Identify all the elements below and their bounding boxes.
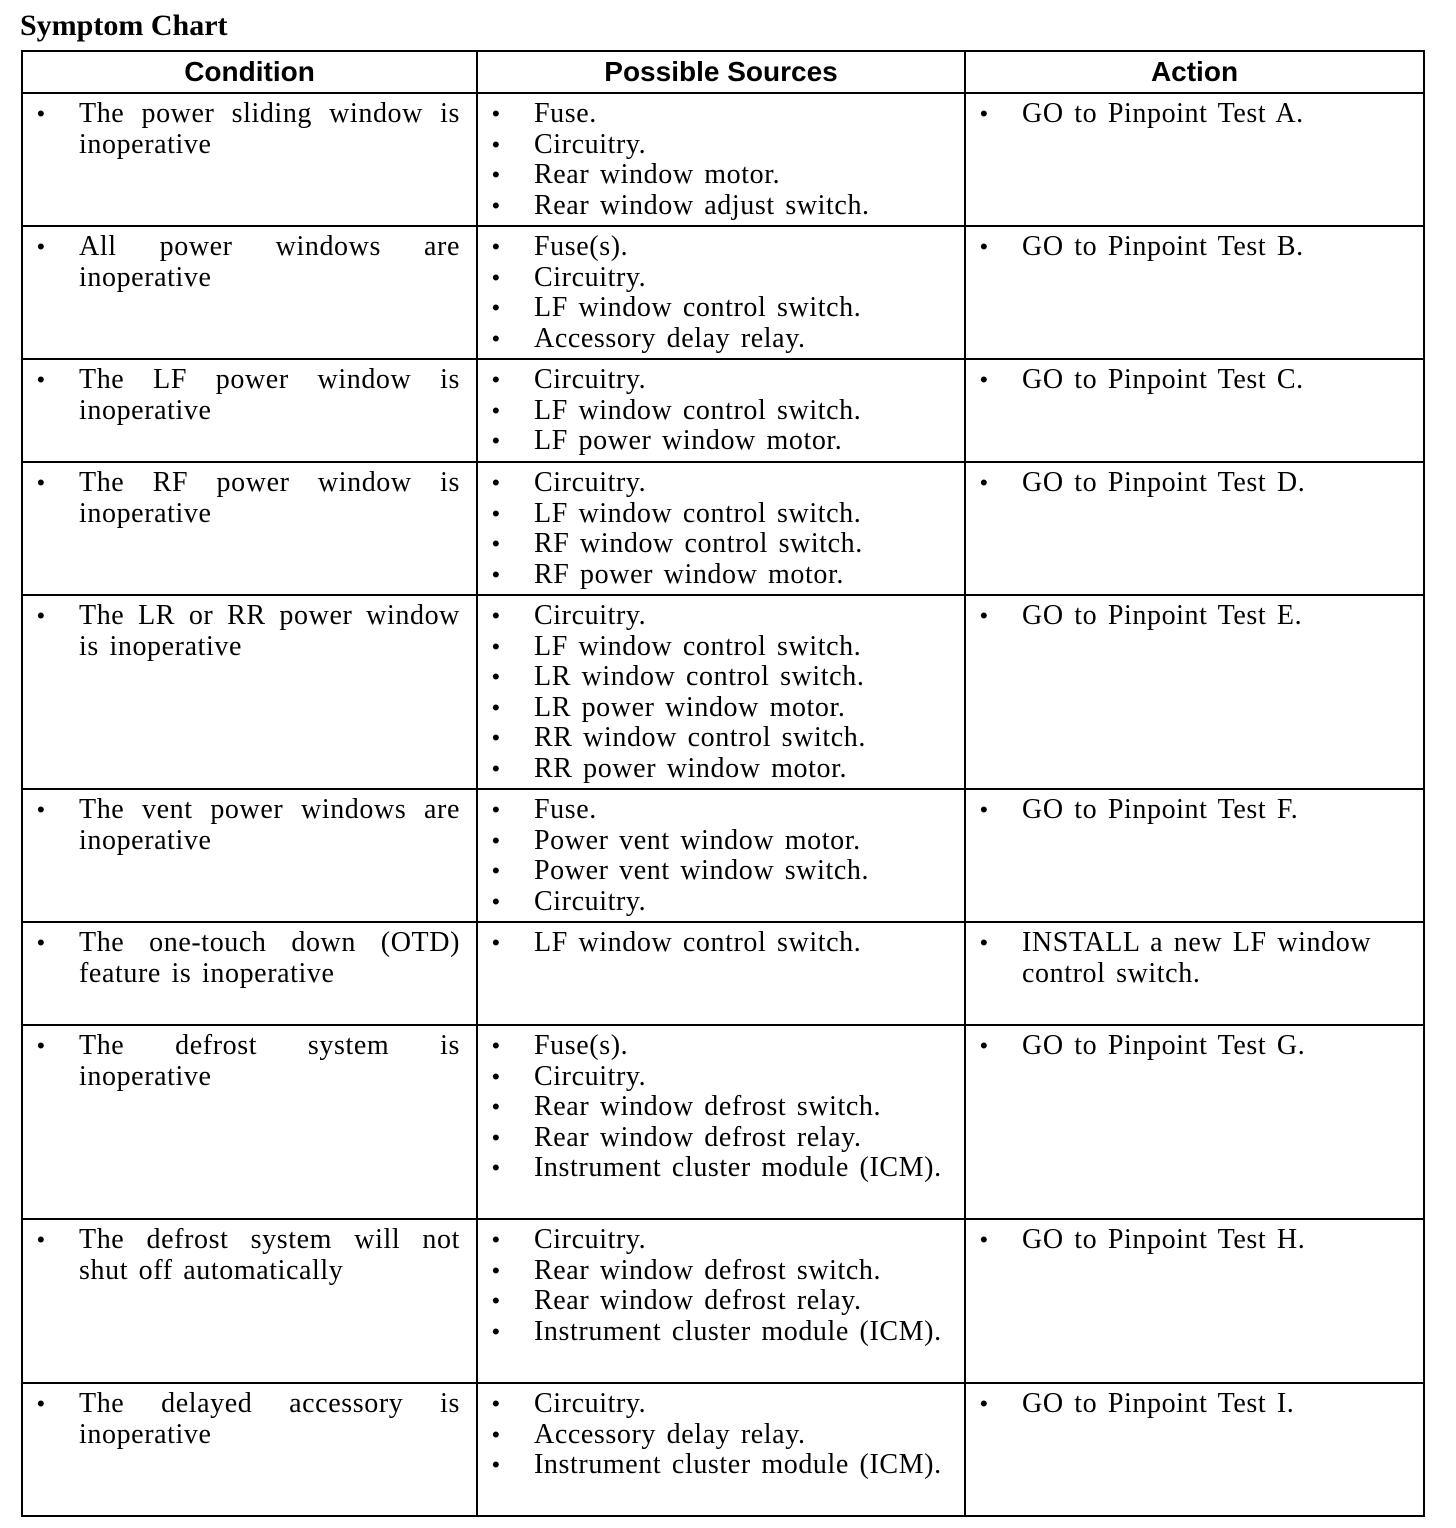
possible-sources-cell bbox=[477, 359, 965, 462]
action-cell bbox=[965, 1383, 1424, 1516]
condition-cell-list bbox=[23, 596, 476, 662]
source-item: • Power vent window switch. bbox=[478, 856, 964, 887]
source-item: • LR window control switch. bbox=[478, 662, 964, 693]
action-cell-list bbox=[966, 360, 1423, 396]
possible-sources-cell-list bbox=[478, 463, 964, 590]
action-cell-list bbox=[966, 227, 1423, 263]
condition-cell bbox=[22, 1025, 477, 1219]
action-cell bbox=[965, 789, 1424, 922]
header-action: Action bbox=[965, 51, 1424, 93]
condition-cell-list bbox=[23, 463, 476, 529]
condition-text: • The delayed accessory is inoperative bbox=[23, 1389, 476, 1450]
condition-cell bbox=[22, 922, 477, 1025]
source-item: • Circuitry. bbox=[478, 365, 964, 396]
source-item: • Rear window defrost relay. bbox=[478, 1286, 964, 1317]
source-item: • LR power window motor. bbox=[478, 693, 964, 724]
possible-sources-cell-list bbox=[478, 94, 964, 221]
condition-cell bbox=[22, 595, 477, 789]
source-item: • Circuitry. bbox=[478, 887, 964, 918]
source-item: • Rear window adjust switch. bbox=[478, 191, 964, 222]
action-cell-list bbox=[966, 923, 1423, 989]
source-item: • LF window control switch. bbox=[478, 632, 964, 663]
source-item: • Circuitry. bbox=[478, 1225, 964, 1256]
condition-cell bbox=[22, 462, 477, 595]
source-item: • Instrument cluster module (ICM). bbox=[478, 1317, 964, 1348]
source-item: • Circuitry. bbox=[478, 1062, 964, 1093]
condition-cell-list bbox=[23, 1026, 476, 1092]
action-text: • GO to Pinpoint Test C. bbox=[966, 365, 1423, 396]
action-cell-list bbox=[966, 1026, 1423, 1062]
action-text: • GO to Pinpoint Test B. bbox=[966, 232, 1423, 263]
possible-sources-cell bbox=[477, 462, 965, 595]
source-item: • Rear window defrost switch. bbox=[478, 1256, 964, 1287]
action-cell bbox=[965, 462, 1424, 595]
possible-sources-cell bbox=[477, 789, 965, 922]
possible-sources-cell bbox=[477, 922, 965, 1025]
condition-cell-list bbox=[23, 1220, 476, 1286]
source-item: • Accessory delay relay. bbox=[478, 324, 964, 355]
table-row bbox=[22, 789, 1424, 922]
table-row bbox=[22, 462, 1424, 595]
action-cell bbox=[965, 226, 1424, 359]
action-cell bbox=[965, 1025, 1424, 1219]
action-cell-list bbox=[966, 1220, 1423, 1256]
table-row bbox=[22, 922, 1424, 1025]
condition-cell bbox=[22, 789, 477, 922]
table-body bbox=[22, 93, 1424, 1516]
condition-cell bbox=[22, 1383, 477, 1516]
table-row bbox=[22, 359, 1424, 462]
source-item: • RF window control switch. bbox=[478, 529, 964, 560]
source-item: • RR window control switch. bbox=[478, 723, 964, 754]
action-text: • GO to Pinpoint Test E. bbox=[966, 601, 1423, 632]
action-cell bbox=[965, 595, 1424, 789]
page-title: Symptom Chart bbox=[20, 9, 228, 42]
condition-text: • The RF power window is inoperative bbox=[23, 468, 476, 529]
source-item: • Rear window defrost switch. bbox=[478, 1092, 964, 1123]
action-cell-list bbox=[966, 94, 1423, 130]
header-condition: Condition bbox=[22, 51, 477, 93]
action-text: • GO to Pinpoint Test I. bbox=[966, 1389, 1423, 1420]
condition-text: • The one-touch down (OTD) feature is inoperative bbox=[23, 928, 476, 989]
condition-cell bbox=[22, 1219, 477, 1383]
source-item: • Circuitry. bbox=[478, 468, 964, 499]
source-item: • Rear window defrost relay. bbox=[478, 1123, 964, 1154]
condition-cell-list bbox=[23, 94, 476, 160]
action-text: • GO to Pinpoint Test D. bbox=[966, 468, 1423, 499]
source-item: • Fuse(s). bbox=[478, 232, 964, 263]
condition-text: • The defrost system is inoperative bbox=[23, 1031, 476, 1092]
action-cell-list bbox=[966, 1384, 1423, 1420]
possible-sources-cell-list bbox=[478, 923, 964, 959]
possible-sources-cell-list bbox=[478, 360, 964, 457]
header-possible-sources: Possible Sources bbox=[477, 51, 965, 93]
source-item: • Circuitry. bbox=[478, 263, 964, 294]
source-item: • Accessory delay relay. bbox=[478, 1420, 964, 1451]
possible-sources-cell bbox=[477, 1219, 965, 1383]
table-row bbox=[22, 1219, 1424, 1383]
condition-cell bbox=[22, 226, 477, 359]
source-item: • Circuitry. bbox=[478, 1389, 964, 1420]
condition-cell-list bbox=[23, 360, 476, 426]
source-item: • LF power window motor. bbox=[478, 426, 964, 457]
possible-sources-cell bbox=[477, 226, 965, 359]
possible-sources-cell bbox=[477, 1025, 965, 1219]
table-row bbox=[22, 93, 1424, 226]
source-item: • Instrument cluster module (ICM). bbox=[478, 1450, 964, 1481]
source-item: • Circuitry. bbox=[478, 601, 964, 632]
condition-text: • The LF power window is inoperative bbox=[23, 365, 476, 426]
action-text: • GO to Pinpoint Test A. bbox=[966, 99, 1423, 130]
action-text: • GO to Pinpoint Test G. bbox=[966, 1031, 1423, 1062]
table-row bbox=[22, 1025, 1424, 1219]
possible-sources-cell-list bbox=[478, 1384, 964, 1481]
source-item: • LF window control switch. bbox=[478, 928, 964, 959]
possible-sources-cell-list bbox=[478, 227, 964, 354]
action-cell-list bbox=[966, 596, 1423, 632]
source-item: • Circuitry. bbox=[478, 130, 964, 161]
condition-cell-list bbox=[23, 923, 476, 989]
condition-cell-list bbox=[23, 227, 476, 293]
source-item: • LF window control switch. bbox=[478, 293, 964, 324]
condition-cell-list bbox=[23, 1384, 476, 1450]
source-item: • RR power window motor. bbox=[478, 754, 964, 785]
action-text: • INSTALL a new LF window control switch. bbox=[966, 928, 1423, 989]
source-item: • Power vent window motor. bbox=[478, 826, 964, 857]
condition-cell-list bbox=[23, 790, 476, 856]
possible-sources-cell bbox=[477, 1383, 965, 1516]
possible-sources-cell bbox=[477, 93, 965, 226]
condition-cell bbox=[22, 359, 477, 462]
condition-text: • All power windows are inoperative bbox=[23, 232, 476, 293]
header-row bbox=[22, 51, 1424, 93]
action-text: • GO to Pinpoint Test F. bbox=[966, 795, 1423, 826]
action-text: • GO to Pinpoint Test H. bbox=[966, 1225, 1423, 1256]
source-item: • LF window control switch. bbox=[478, 396, 964, 427]
possible-sources-cell-list bbox=[478, 1026, 964, 1184]
possible-sources-cell bbox=[477, 595, 965, 789]
source-item: • Fuse. bbox=[478, 99, 964, 130]
table-row bbox=[22, 595, 1424, 789]
condition-cell bbox=[22, 93, 477, 226]
source-item: • Instrument cluster module (ICM). bbox=[478, 1153, 964, 1184]
action-cell-list bbox=[966, 790, 1423, 826]
source-item: • Fuse(s). bbox=[478, 1031, 964, 1062]
action-cell bbox=[965, 93, 1424, 226]
condition-text: • The vent power windows are inoperative bbox=[23, 795, 476, 856]
condition-text: • The power sliding window is inoperative bbox=[23, 99, 476, 160]
action-cell bbox=[965, 359, 1424, 462]
source-item: • RF power window motor. bbox=[478, 560, 964, 591]
symptom-chart-table bbox=[21, 50, 1425, 1517]
possible-sources-cell-list bbox=[478, 1220, 964, 1347]
possible-sources-cell-list bbox=[478, 596, 964, 785]
table-row bbox=[22, 226, 1424, 359]
action-cell bbox=[965, 1219, 1424, 1383]
source-item: • LF window control switch. bbox=[478, 499, 964, 530]
source-item: • Rear window motor. bbox=[478, 160, 964, 191]
action-cell-list bbox=[966, 463, 1423, 499]
possible-sources-cell-list bbox=[478, 790, 964, 917]
source-item: • Fuse. bbox=[478, 795, 964, 826]
condition-text: • The defrost system will not shut off automatically bbox=[23, 1225, 476, 1286]
condition-text: • The LR or RR power window is inoperative bbox=[23, 601, 476, 662]
action-cell bbox=[965, 922, 1424, 1025]
table-row bbox=[22, 1383, 1424, 1516]
